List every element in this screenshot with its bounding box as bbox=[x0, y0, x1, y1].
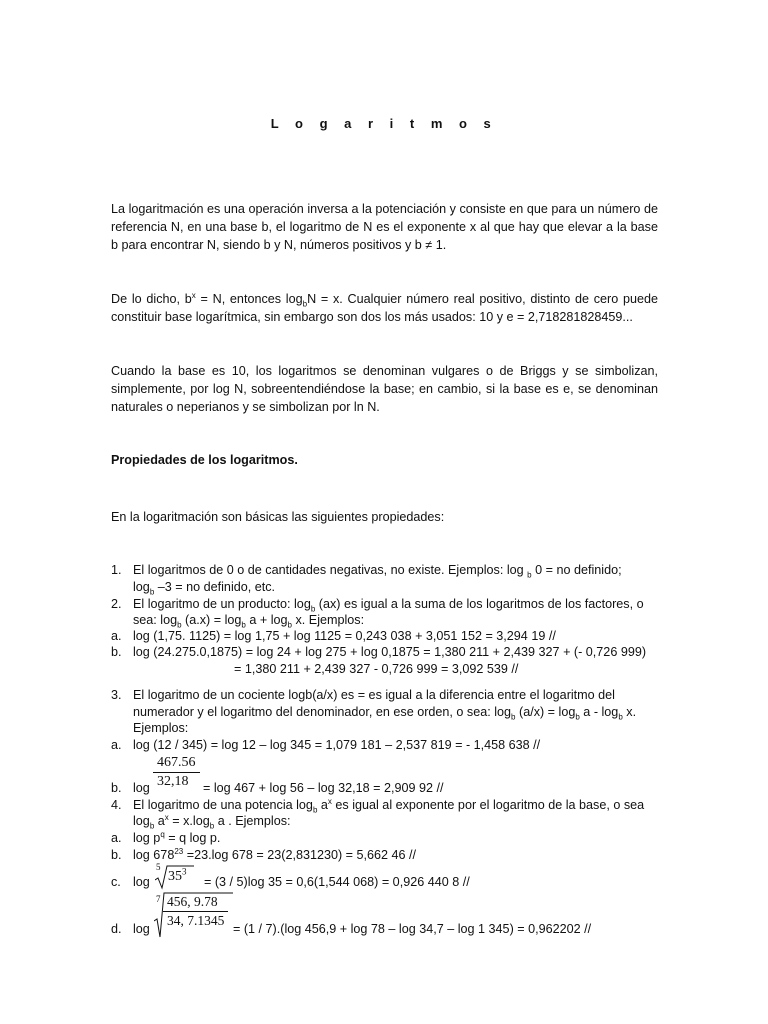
example-letter: b. bbox=[111, 848, 122, 862]
example-letter: d. bbox=[111, 922, 122, 936]
list-item-text: $\log_b -3$ = no definido, etc. bbox=[133, 580, 276, 597]
example-letter: b. bbox=[111, 645, 122, 659]
example-text: = (3 / 5)log 35 = 0,6(1,544 068) = 0,926 440 8 // bbox=[204, 875, 470, 889]
example-log: log bbox=[133, 922, 150, 936]
example-log: log bbox=[133, 781, 150, 795]
list-number: 4. bbox=[111, 798, 122, 812]
list-number: 1. bbox=[111, 563, 122, 577]
fraction-456-over-34 bbox=[163, 894, 228, 929]
example-text: = log 467 + log 56 – log 32,18 = 2,909 92 // bbox=[203, 781, 444, 795]
list-item-text: sea: $\log_b (a.x) = \log_b a + \log_b x$. Ejemplos: bbox=[133, 613, 365, 630]
list-item-text: El logaritmo de una potencia $\log_b a^x$ es igual al exponente por el logaritmo de la base, o sea bbox=[133, 796, 645, 815]
page-title: L o g a r i t m o s bbox=[270, 116, 498, 131]
example-text: $\log 678^{23} =23.\log$ 678 = 23(2,831230) = 5,662 46 // bbox=[133, 846, 417, 862]
fraction-467-over-32 bbox=[153, 755, 200, 790]
example-letter: a. bbox=[111, 831, 122, 845]
example-text: $\log p^q = q$ log p. bbox=[133, 829, 221, 845]
intro-paragraph-1: La logaritmación es una operación inversa a la potenciación y consiste en que para un número de referencia N, en una base b, el logaritmo de N es el exponente x al que hay que elevar a la base b para encontrar N, siendo b y N, números positivos y b ≠ 1. bbox=[111, 202, 658, 252]
example-text: log (1,75. 1125) = log 1,75 + log 1125 = 0,243 038 + 3,051 152 = 3,294 19 // bbox=[133, 629, 556, 643]
radicand: $35^3$ bbox=[168, 866, 187, 884]
example-log: log bbox=[133, 875, 150, 889]
fraction-numerator: 467.56 bbox=[153, 755, 200, 773]
fraction-denominator: 34, 7.1345 bbox=[167, 913, 225, 928]
example-letter: a. bbox=[111, 738, 122, 752]
example-text: log (12 / 345) = log 12 – log 345 = 1,079 181 – 2,537 819 = - 1,458 638 // bbox=[133, 738, 541, 752]
list-item-text: El logaritmo de un producto: $\log_b (ax)$ es igual a la suma de los logaritmos de los factores, o bbox=[133, 597, 644, 614]
fraction-numerator: 456, 9.78 bbox=[163, 894, 228, 912]
list-number: 2. bbox=[111, 597, 122, 611]
example-text-continued: = 1,380 211 + 2,439 327 - 0,726 999 = 3,092 539 // bbox=[234, 662, 519, 676]
example-letter: a. bbox=[111, 629, 122, 643]
root-index: 5 bbox=[156, 862, 161, 872]
list-item-text: $\log_b a^x = x.\log_b$ a . Ejemplos: bbox=[133, 812, 291, 831]
example-letter: c. bbox=[111, 875, 121, 889]
example-letter: b. bbox=[111, 781, 122, 795]
intro-paragraph-2: De lo dicho, $b^x = N$, entonces $\log_bN = x$. Cualquier número real positivo, distinto de cero puede constituir base logarítmica, sin embargo son dos los más usados: 10 y e = 2,718281828459... bbox=[111, 290, 658, 324]
intro-paragraph-3: Cuando la base es 10, los logaritmos se denominan vulgares o de Briggs y se simbolizan, simplemente, por log N, sobreentendiéndose la base; en cambio, si la base es e, se denominan naturales o neperianos y se simbolizan por ln N. bbox=[111, 364, 658, 414]
example-text: = (1 / 7).(log 456,9 + log 78 – log 34,7 – log 1 345) = 0,962202 // bbox=[233, 922, 592, 936]
list-item-text: Ejemplos: bbox=[133, 721, 189, 735]
list-item-text: numerador y el logaritmo del denominador, en ese orden, o sea: $\log_b (a/x) = \log_b a - \log_b x$. bbox=[133, 705, 637, 722]
section-heading: Propiedades de los logaritmos. bbox=[111, 453, 298, 467]
list-item-text: El logaritmos de 0 o de cantidades negativas, no existe. Ejemplos: log $_b$ 0 = no definido; bbox=[133, 563, 622, 580]
section-intro: En la logaritmación son básicas las siguientes propiedades: bbox=[111, 510, 445, 524]
example-text: log (24.275.0,1875) = log 24 + log 275 + log 0,1875 = 1,380 211 + 2,439 327 + (- 0,726 999) bbox=[133, 645, 647, 659]
list-item-text: El logaritmo de un cociente logb(a/x) es = es igual a la diferencia entre el logaritmo del bbox=[133, 688, 615, 702]
root-index: 7 bbox=[156, 894, 161, 904]
list-number: 3. bbox=[111, 688, 122, 702]
fraction-denominator: 32,18 bbox=[157, 774, 189, 789]
